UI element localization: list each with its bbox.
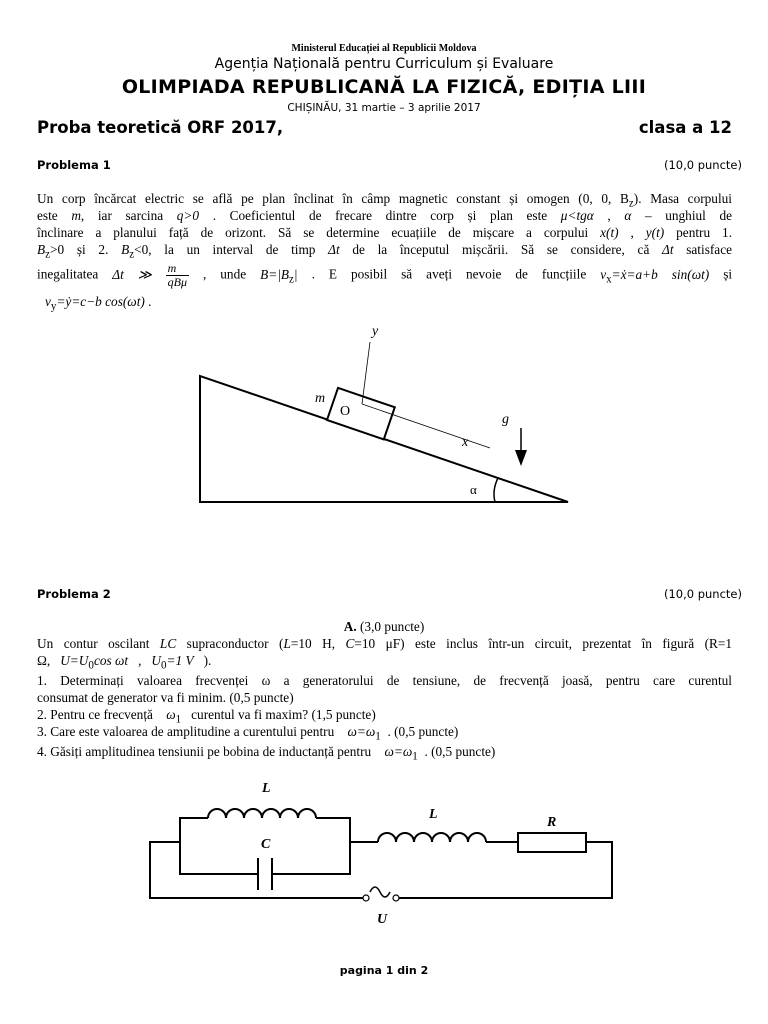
text: >0 și 2. [50, 242, 109, 257]
problem2-points: (10,0 puncte) [663, 587, 742, 601]
problem1-points: (10,0 puncte) [663, 158, 742, 172]
subscript: z [45, 248, 51, 261]
math: Δt [662, 242, 674, 257]
label-u: U [377, 912, 388, 927]
text: . [148, 294, 152, 309]
text: , iar sarcina [80, 208, 164, 223]
text: 3. Care este valoarea de amplitudine a curentului pentru [37, 724, 335, 739]
math: L [283, 636, 291, 651]
wire-right [396, 842, 612, 898]
text: și [723, 266, 733, 282]
proba-title: Proba teoretică ORF 2017, [37, 118, 284, 137]
math: LC [159, 636, 177, 651]
wire-l1-left [180, 818, 208, 842]
label-alpha: α [470, 482, 477, 497]
text: curentul va fi maxim? (1,5 puncte) [191, 707, 376, 722]
math: U=U [60, 653, 89, 668]
label-c: C [261, 837, 271, 852]
label-o: O [340, 404, 351, 419]
inductor-1 [208, 809, 316, 818]
math: v [45, 294, 51, 309]
text: Un contur oscilant [37, 636, 150, 651]
label-l2: L [429, 807, 438, 822]
subscript: z [628, 197, 634, 210]
text: . (0,5 puncte) [424, 744, 496, 759]
math: | [293, 266, 298, 282]
text: =10 H, [290, 636, 336, 651]
problem2-q1b: consumat de generator va fi minim. (0,5 puncte) [37, 690, 294, 705]
olympiad-title: OLIMPIADA REPUBLICANĂ LA FIZICĂ, EDIȚIA LIII [121, 76, 647, 98]
text: =10 μF) este inclus într-un circuit, prezentat în figură (R=1 [354, 636, 733, 651]
text: ). Masa corpului [633, 191, 732, 206]
text: – unghiul de [644, 208, 733, 223]
text: ). [203, 653, 212, 668]
text: este [37, 208, 58, 223]
label-x: x [462, 435, 469, 450]
wire-c-left [180, 842, 258, 874]
math: α [624, 208, 632, 223]
math: =ẋ=a+b sin(ωt) [611, 266, 710, 282]
subscript: 1 [175, 713, 182, 726]
math: v [600, 266, 607, 282]
math: ω=ω [384, 744, 413, 759]
math: =ẏ=c−b cos(ωt) [56, 294, 145, 309]
text: 2. Pentru ce frecvență [37, 707, 153, 722]
subscript: 0 [160, 659, 167, 672]
label-r: R [547, 815, 557, 830]
text: . Coeficientul de frecare dintre corp și plan este [212, 208, 548, 223]
math: =1 V [166, 653, 194, 668]
math: U [151, 653, 161, 668]
text: , unde [202, 266, 247, 282]
event-dates: CHIȘINĂU, 31 martie – 3 aprilie 2017 [287, 102, 481, 114]
text: de la începutul mișcării. Să se considere, că [352, 242, 650, 257]
inductor-2 [378, 833, 486, 842]
text: Ω, [37, 653, 51, 668]
text: înclinare a planului față de orizont. Să se determine ecuațiile de mișcare a corpului [37, 225, 589, 240]
math: y(t) [645, 225, 665, 240]
text: 4. Găsiți amplitudinea tensiunii pe bobina de inductanță pentru [37, 744, 372, 759]
ministry-name: Ministerul Educației al Republicii Moldova [291, 43, 477, 54]
text: pentru 1. [676, 225, 733, 240]
text: , [630, 225, 634, 240]
label-g: g [502, 412, 509, 427]
part-a-points: (3,0 puncte) [360, 619, 425, 634]
subscript: z [289, 273, 294, 286]
problem2-title: Problema 2 [37, 587, 111, 601]
resistor [518, 833, 586, 852]
wire-left [150, 842, 180, 886]
math: Δt ≫ [112, 266, 152, 282]
denominator: qBμ [167, 275, 187, 289]
ac-source-wave [370, 887, 390, 897]
page-footer: pagina 1 din 2 [339, 964, 429, 977]
label-y: y [372, 324, 379, 339]
text: <0, la un interval de timp [134, 242, 316, 257]
numerator: m [166, 262, 189, 276]
class-label: clasa a 12 [638, 118, 732, 137]
subscript: x [606, 273, 612, 286]
terminal-right [393, 895, 399, 901]
agency-name: Agenția Națională pentru Curriculum și Evaluare [214, 56, 554, 72]
math: Δt [328, 242, 340, 257]
math: ω [166, 707, 176, 722]
text: , [607, 208, 611, 223]
problem2-q1a: 1. Determinați valoarea frecvenței ω a generatorului de tensiune, de frecvență joasă, pentru care curentul [37, 673, 732, 688]
problem1-title: Problema 1 [37, 158, 111, 172]
math: x(t) [600, 225, 619, 240]
math: m [71, 208, 81, 223]
subscript: 0 [88, 659, 94, 672]
math: q>0 [176, 208, 200, 223]
subscript: 1 [412, 750, 418, 763]
subscript: z [129, 248, 135, 261]
math: C [345, 636, 355, 651]
wire-l1-right [316, 818, 350, 842]
math: B [121, 242, 130, 257]
text: . (0,5 puncte) [387, 724, 459, 739]
text: satisface [686, 242, 733, 257]
math: B [37, 242, 46, 257]
part-a-label: A. [343, 619, 357, 634]
math: B=|B [260, 266, 289, 282]
math: cos ωt [93, 653, 129, 668]
label-m: m [315, 391, 326, 406]
text: inegalitatea [37, 266, 99, 282]
subscript: y [50, 300, 57, 313]
text: , [138, 653, 142, 668]
math: μ<tgα [560, 208, 594, 223]
wire-c-right [272, 842, 350, 874]
label-l1: L [262, 781, 271, 796]
text: Un corp încărcat electric se află pe plan înclinat în câmp magnetic constant și omogen (0, 0, B [37, 191, 629, 206]
text: . E posibil să aveți nevoie de funcțiile [311, 266, 587, 282]
terminal-left [363, 895, 369, 901]
text: supraconductor ( [186, 636, 284, 651]
subscript: 1 [375, 730, 381, 743]
math: ω=ω [347, 724, 376, 739]
